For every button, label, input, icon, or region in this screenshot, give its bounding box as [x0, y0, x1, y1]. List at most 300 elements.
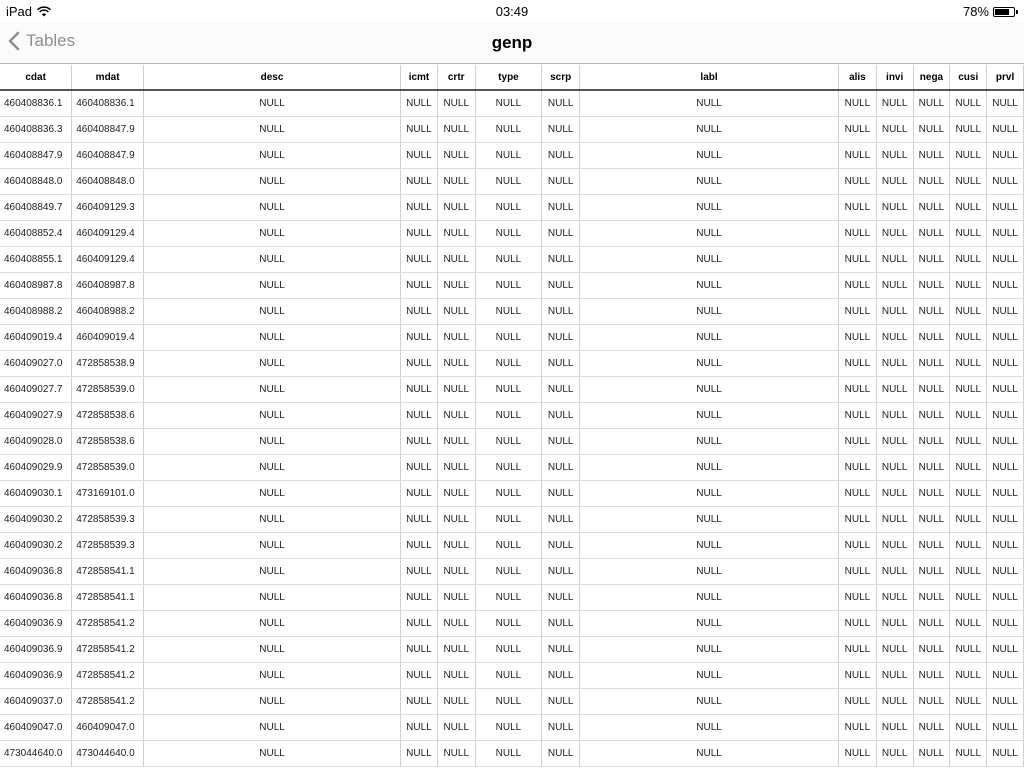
table-cell: NULL — [580, 559, 839, 585]
table-cell: 472858541.2 — [72, 611, 144, 637]
table-cell: 460408847.9 — [72, 117, 144, 143]
table-cell: NULL — [839, 403, 877, 429]
table-cell: 460408852.4 — [0, 221, 72, 247]
table-cell: NULL — [987, 559, 1024, 585]
table-cell: NULL — [839, 689, 877, 715]
table-body — [0, 90, 1024, 767]
table-cell: NULL — [475, 143, 542, 169]
table-cell: NULL — [542, 429, 580, 455]
table-cell: NULL — [913, 351, 950, 377]
table-cell: NULL — [839, 585, 877, 611]
table-cell: NULL — [580, 741, 839, 767]
table-cell: 460409030.1 — [0, 481, 72, 507]
table-cell: 472858541.2 — [72, 637, 144, 663]
table-cell: NULL — [876, 403, 913, 429]
table-cell: NULL — [542, 221, 580, 247]
data-table-container[interactable] — [0, 65, 1024, 768]
table-cell: NULL — [950, 611, 987, 637]
table-cell: NULL — [475, 533, 542, 559]
table-cell: NULL — [987, 715, 1024, 741]
table-cell: NULL — [839, 247, 877, 273]
table-cell: 472858539.3 — [72, 507, 144, 533]
column-header[interactable]: prvl — [987, 65, 1024, 90]
table-cell: NULL — [950, 663, 987, 689]
table-header-row — [0, 65, 1024, 90]
table-cell: NULL — [475, 169, 542, 195]
table-cell: NULL — [580, 585, 839, 611]
table-cell: 472858539.3 — [72, 533, 144, 559]
table-cell: NULL — [542, 351, 580, 377]
table-cell: NULL — [401, 351, 438, 377]
device-name: iPad — [6, 4, 33, 19]
table-row[interactable] — [0, 195, 1024, 221]
table-cell: NULL — [876, 377, 913, 403]
table-cell: NULL — [144, 611, 401, 637]
table-cell: NULL — [913, 689, 950, 715]
battery-icon — [993, 7, 1015, 17]
table-cell: NULL — [542, 455, 580, 481]
table-cell: NULL — [437, 90, 475, 117]
table-cell: NULL — [401, 377, 438, 403]
table-cell: NULL — [542, 637, 580, 663]
table-row[interactable] — [0, 273, 1024, 299]
table-cell: NULL — [401, 507, 438, 533]
table-cell: NULL — [542, 481, 580, 507]
table-cell: NULL — [839, 481, 877, 507]
table-cell: NULL — [950, 403, 987, 429]
table-cell: NULL — [876, 559, 913, 585]
table-cell: NULL — [876, 455, 913, 481]
column-header[interactable]: labl — [580, 65, 839, 90]
table-cell: NULL — [950, 325, 987, 351]
table-cell: NULL — [839, 507, 877, 533]
table-cell: NULL — [876, 429, 913, 455]
table-cell: NULL — [839, 169, 877, 195]
column-header[interactable]: invi — [876, 65, 913, 90]
table-cell: NULL — [401, 325, 438, 351]
table-cell: NULL — [580, 403, 839, 429]
table-cell: 460408847.9 — [72, 143, 144, 169]
table-row[interactable] — [0, 169, 1024, 195]
table-cell: NULL — [437, 585, 475, 611]
table-cell: NULL — [987, 403, 1024, 429]
table-cell: NULL — [144, 273, 401, 299]
column-header[interactable]: type — [475, 65, 542, 90]
table-cell: NULL — [839, 611, 877, 637]
table-cell: 460409129.3 — [72, 195, 144, 221]
table-row[interactable] — [0, 637, 1024, 663]
table-cell: NULL — [144, 143, 401, 169]
table-cell: NULL — [401, 90, 438, 117]
table-cell: NULL — [475, 741, 542, 767]
table-row[interactable] — [0, 403, 1024, 429]
table-cell: 460409036.8 — [0, 585, 72, 611]
table-cell: NULL — [987, 90, 1024, 117]
table-cell: NULL — [580, 299, 839, 325]
table-cell: NULL — [475, 117, 542, 143]
table-cell: NULL — [437, 663, 475, 689]
table-cell: NULL — [542, 247, 580, 273]
table-cell: NULL — [950, 481, 987, 507]
table-cell: NULL — [437, 741, 475, 767]
column-header[interactable]: cusi — [950, 65, 987, 90]
table-cell: 460409019.4 — [0, 325, 72, 351]
table-cell: NULL — [950, 351, 987, 377]
table-cell: NULL — [950, 715, 987, 741]
table-cell: NULL — [475, 455, 542, 481]
table-cell: NULL — [475, 637, 542, 663]
table-cell: NULL — [950, 117, 987, 143]
table-cell: NULL — [437, 143, 475, 169]
table-cell: NULL — [144, 741, 401, 767]
table-cell: NULL — [144, 299, 401, 325]
table-cell: NULL — [876, 247, 913, 273]
table-row[interactable] — [0, 715, 1024, 741]
table-cell: NULL — [437, 377, 475, 403]
table-cell: NULL — [913, 637, 950, 663]
table-cell: NULL — [987, 143, 1024, 169]
table-row[interactable] — [0, 481, 1024, 507]
table-cell: NULL — [876, 117, 913, 143]
table-cell: NULL — [950, 377, 987, 403]
table-cell: 460408855.1 — [0, 247, 72, 273]
table-cell: NULL — [950, 559, 987, 585]
table-row[interactable] — [0, 689, 1024, 715]
table-cell: NULL — [913, 377, 950, 403]
table-row[interactable] — [0, 507, 1024, 533]
table-cell: NULL — [475, 403, 542, 429]
table-row[interactable] — [0, 585, 1024, 611]
table-cell: NULL — [437, 325, 475, 351]
table-cell: NULL — [950, 195, 987, 221]
table-cell: NULL — [987, 325, 1024, 351]
table-cell: NULL — [839, 221, 877, 247]
table-cell: NULL — [475, 377, 542, 403]
table-row[interactable] — [0, 325, 1024, 351]
table-cell: NULL — [437, 195, 475, 221]
table-cell: NULL — [839, 559, 877, 585]
table-cell: NULL — [580, 221, 839, 247]
table-row[interactable] — [0, 455, 1024, 481]
table-cell: 472858541.1 — [72, 585, 144, 611]
table-cell: NULL — [401, 585, 438, 611]
table-cell: NULL — [913, 611, 950, 637]
table-cell: NULL — [144, 559, 401, 585]
table-cell: NULL — [542, 143, 580, 169]
table-cell: 460408849.7 — [0, 195, 72, 221]
table-cell: NULL — [144, 507, 401, 533]
table-row[interactable] — [0, 143, 1024, 169]
table-cell: NULL — [144, 195, 401, 221]
table-cell: NULL — [580, 663, 839, 689]
table-cell: NULL — [542, 299, 580, 325]
table-cell: 460408848.0 — [0, 169, 72, 195]
table-cell: 460408836.1 — [72, 90, 144, 117]
table-cell: NULL — [542, 507, 580, 533]
table-cell: NULL — [580, 377, 839, 403]
table-cell: NULL — [950, 169, 987, 195]
table-row[interactable] — [0, 533, 1024, 559]
table-cell: NULL — [913, 143, 950, 169]
table-cell: NULL — [144, 221, 401, 247]
table-cell: NULL — [913, 90, 950, 117]
table-cell: 473044640.0 — [72, 741, 144, 767]
table-cell: NULL — [475, 481, 542, 507]
table-cell: NULL — [542, 715, 580, 741]
table-cell: 460409030.2 — [0, 533, 72, 559]
table-cell: NULL — [913, 741, 950, 767]
table-cell: 460409036.8 — [0, 559, 72, 585]
table-cell: NULL — [987, 455, 1024, 481]
table-cell: NULL — [987, 195, 1024, 221]
table-cell: NULL — [542, 195, 580, 221]
table-cell: NULL — [913, 455, 950, 481]
table-row[interactable] — [0, 90, 1024, 117]
table-cell: NULL — [401, 741, 438, 767]
table-cell: 460409028.0 — [0, 429, 72, 455]
table-cell: NULL — [475, 221, 542, 247]
table-cell: 473169101.0 — [72, 481, 144, 507]
table-cell: 460408836.3 — [0, 117, 72, 143]
table-cell: NULL — [437, 559, 475, 585]
table-cell: NULL — [580, 143, 839, 169]
status-time: 03:49 — [495, 4, 529, 19]
table-cell: NULL — [401, 299, 438, 325]
table-cell: NULL — [542, 273, 580, 299]
table-row[interactable] — [0, 663, 1024, 689]
table-cell: 460409036.9 — [0, 637, 72, 663]
table-cell: NULL — [144, 637, 401, 663]
table-cell: NULL — [876, 351, 913, 377]
table-cell: NULL — [437, 117, 475, 143]
table-cell: NULL — [950, 741, 987, 767]
table-cell: NULL — [475, 429, 542, 455]
table-row[interactable] — [0, 429, 1024, 455]
table-cell: NULL — [401, 481, 438, 507]
table-cell: 460409129.4 — [72, 221, 144, 247]
table-cell: NULL — [437, 507, 475, 533]
table-cell: NULL — [437, 403, 475, 429]
table-cell: NULL — [913, 273, 950, 299]
table-row[interactable] — [0, 559, 1024, 585]
table-cell: NULL — [876, 715, 913, 741]
table-row[interactable] — [0, 351, 1024, 377]
table-cell: NULL — [144, 169, 401, 195]
table-cell: NULL — [987, 481, 1024, 507]
table-cell: NULL — [144, 429, 401, 455]
table-cell: NULL — [987, 689, 1024, 715]
table-cell: NULL — [475, 559, 542, 585]
table-cell: NULL — [913, 715, 950, 741]
table-row[interactable] — [0, 611, 1024, 637]
column-header[interactable]: scrp — [542, 65, 580, 90]
table-cell: NULL — [580, 429, 839, 455]
table-cell: 472858541.2 — [72, 663, 144, 689]
table-cell: NULL — [401, 169, 438, 195]
table-cell: NULL — [876, 663, 913, 689]
table-cell: NULL — [987, 273, 1024, 299]
table-cell: NULL — [950, 90, 987, 117]
table-cell: NULL — [987, 585, 1024, 611]
table-cell: 460409036.9 — [0, 663, 72, 689]
table-cell: NULL — [913, 507, 950, 533]
table-cell: NULL — [913, 195, 950, 221]
table-cell: NULL — [144, 247, 401, 273]
table-cell: NULL — [876, 481, 913, 507]
table-cell: NULL — [839, 429, 877, 455]
table-cell: NULL — [437, 455, 475, 481]
table-cell: 460408836.1 — [0, 90, 72, 117]
table-cell: 460408847.9 — [0, 143, 72, 169]
table-cell: 472858541.2 — [72, 689, 144, 715]
table-cell: NULL — [542, 663, 580, 689]
table-cell: 460409047.0 — [0, 715, 72, 741]
table-cell: 460409047.0 — [72, 715, 144, 741]
table-cell: 460409019.4 — [72, 325, 144, 351]
table-cell: 472858539.0 — [72, 455, 144, 481]
table-cell: NULL — [401, 689, 438, 715]
table-cell: NULL — [876, 507, 913, 533]
table-cell: NULL — [475, 325, 542, 351]
table-cell: NULL — [913, 429, 950, 455]
table-cell: NULL — [580, 90, 839, 117]
table-cell: NULL — [987, 221, 1024, 247]
battery-tip — [1016, 10, 1018, 14]
table-cell: NULL — [876, 533, 913, 559]
table-cell: NULL — [580, 637, 839, 663]
table-cell: NULL — [580, 325, 839, 351]
column-header[interactable]: crtr — [437, 65, 475, 90]
table-cell: NULL — [475, 299, 542, 325]
table-cell: NULL — [475, 247, 542, 273]
table-cell: NULL — [144, 689, 401, 715]
table-cell: 460409027.0 — [0, 351, 72, 377]
table-cell: NULL — [839, 741, 877, 767]
data-table — [0, 65, 1024, 767]
table-cell: NULL — [144, 403, 401, 429]
table-cell: NULL — [542, 403, 580, 429]
column-header[interactable]: mdat — [72, 65, 144, 90]
table-cell: NULL — [542, 689, 580, 715]
table-cell: NULL — [401, 429, 438, 455]
table-cell: NULL — [876, 195, 913, 221]
table-cell: NULL — [913, 325, 950, 351]
table-cell: NULL — [401, 403, 438, 429]
table-cell: 472858538.9 — [72, 351, 144, 377]
table-cell: NULL — [876, 741, 913, 767]
column-header[interactable]: desc — [144, 65, 401, 90]
table-cell: NULL — [475, 715, 542, 741]
table-cell: NULL — [913, 299, 950, 325]
table-cell: NULL — [475, 689, 542, 715]
table-cell: NULL — [950, 507, 987, 533]
table-cell: NULL — [876, 585, 913, 611]
table-cell: NULL — [876, 143, 913, 169]
table-cell: NULL — [580, 117, 839, 143]
table-cell: NULL — [580, 611, 839, 637]
table-cell: NULL — [913, 169, 950, 195]
table-cell: NULL — [913, 481, 950, 507]
table-cell: NULL — [437, 169, 475, 195]
table-cell: NULL — [913, 221, 950, 247]
table-cell: 460408987.8 — [0, 273, 72, 299]
page-title: genp — [491, 33, 533, 52]
table-cell: NULL — [437, 481, 475, 507]
table-row[interactable] — [0, 117, 1024, 143]
table-cell: NULL — [144, 351, 401, 377]
table-row[interactable] — [0, 221, 1024, 247]
table-cell: NULL — [542, 611, 580, 637]
table-cell: NULL — [475, 663, 542, 689]
table-cell: NULL — [987, 741, 1024, 767]
table-cell: 460409036.9 — [0, 611, 72, 637]
table-cell: NULL — [987, 377, 1024, 403]
table-cell: NULL — [913, 663, 950, 689]
table-cell: NULL — [542, 741, 580, 767]
table-cell: NULL — [987, 533, 1024, 559]
table-cell: NULL — [401, 455, 438, 481]
table-cell: NULL — [437, 533, 475, 559]
table-cell: NULL — [401, 143, 438, 169]
column-header[interactable]: cdat — [0, 65, 72, 90]
table-cell: 460409129.4 — [72, 247, 144, 273]
table-cell: 472858538.6 — [72, 429, 144, 455]
table-row[interactable] — [0, 377, 1024, 403]
table-cell: NULL — [475, 611, 542, 637]
table-cell: NULL — [876, 325, 913, 351]
table-row[interactable] — [0, 247, 1024, 273]
table-cell: NULL — [987, 169, 1024, 195]
table-cell: NULL — [913, 585, 950, 611]
table-row[interactable] — [0, 741, 1024, 767]
table-cell: NULL — [839, 533, 877, 559]
table-cell: NULL — [437, 637, 475, 663]
table-cell: NULL — [876, 637, 913, 663]
table-cell: NULL — [839, 715, 877, 741]
table-cell: NULL — [542, 117, 580, 143]
table-cell: NULL — [987, 611, 1024, 637]
table-cell: NULL — [987, 663, 1024, 689]
table-cell: NULL — [839, 90, 877, 117]
table-cell: NULL — [839, 637, 877, 663]
table-row[interactable] — [0, 299, 1024, 325]
table-cell: 473044640.0 — [0, 741, 72, 767]
column-header[interactable]: icmt — [401, 65, 438, 90]
table-cell: 460408987.8 — [72, 273, 144, 299]
table-cell: 472858539.0 — [72, 377, 144, 403]
table-cell: 472858541.1 — [72, 559, 144, 585]
column-header[interactable]: alis — [839, 65, 877, 90]
table-cell: NULL — [542, 325, 580, 351]
table-cell: NULL — [913, 559, 950, 585]
table-cell: NULL — [401, 663, 438, 689]
table-cell: 472858538.6 — [72, 403, 144, 429]
table-cell: NULL — [542, 533, 580, 559]
column-header[interactable]: nega — [913, 65, 950, 90]
table-cell: NULL — [876, 299, 913, 325]
table-cell: NULL — [437, 247, 475, 273]
table-cell: NULL — [401, 637, 438, 663]
table-cell: NULL — [401, 533, 438, 559]
table-cell: NULL — [987, 351, 1024, 377]
table-cell: NULL — [144, 715, 401, 741]
table-cell: NULL — [401, 247, 438, 273]
table-cell: NULL — [913, 117, 950, 143]
table-cell: NULL — [913, 403, 950, 429]
table-cell: NULL — [987, 507, 1024, 533]
table-cell: NULL — [580, 247, 839, 273]
table-cell: NULL — [401, 559, 438, 585]
